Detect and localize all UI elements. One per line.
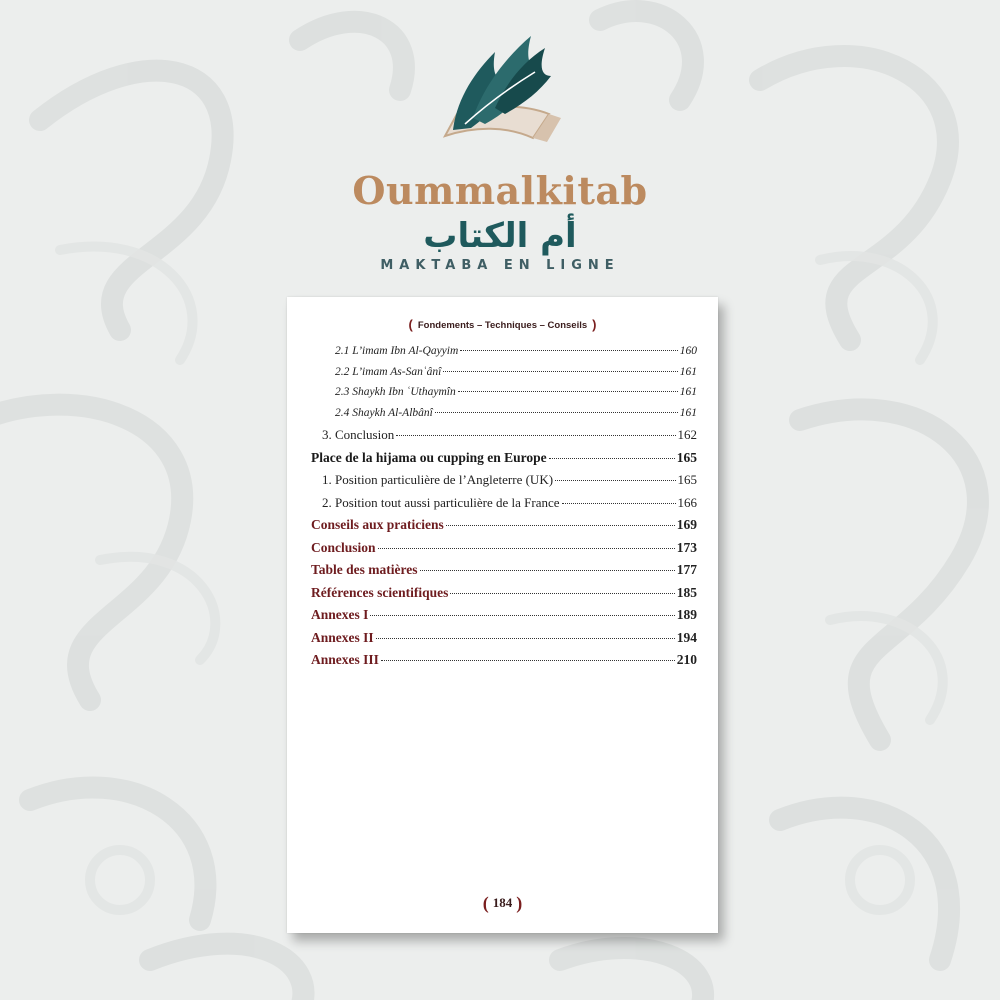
toc-chapter-page: 165 (676, 449, 697, 465)
toc-entry-page: 161 (679, 365, 697, 378)
brand-name-latin: Oummalkitab (352, 168, 648, 213)
toc-entry-label: 2. Position tout aussi particulière de la France (322, 494, 560, 510)
toc-chapter (311, 585, 697, 608)
toc-chapter-label: Annexes II (311, 629, 374, 645)
toc-entry-page: 162 (677, 427, 697, 442)
running-head: ( Fondements – Techniques – Conseils ) (408, 317, 597, 332)
toc-entry (311, 366, 697, 387)
toc-entry (311, 407, 697, 428)
toc-entry-label: 2.2 L’imam As-Sanʿânî (335, 365, 442, 378)
toc-entry-page: 161 (679, 386, 697, 398)
toc-entry (311, 495, 697, 518)
brand-logo (0, 0, 1000, 290)
toc-chapter-label: Table des matières (311, 562, 418, 577)
book-page (287, 297, 718, 933)
toc-chapter-label: Place de la hijama ou cupping en Europe (311, 449, 547, 465)
toc-chapter (311, 607, 697, 630)
toc-entry (311, 345, 697, 366)
toc-chapter-page: 185 (676, 584, 697, 600)
quill-book-icon (425, 18, 575, 168)
toc-chapter (311, 562, 697, 585)
toc-entry-label: 3. Conclusion (322, 427, 395, 442)
brand-name-arabic: أم الكتاب (423, 216, 577, 256)
toc-chapter-label: Références scientifiques (311, 584, 449, 600)
toc-entry (311, 472, 697, 495)
toc-chapter-label: Annexes I (311, 607, 369, 622)
toc-chapter-page: 189 (676, 607, 697, 622)
running-head-text: Fondements – Techniques – Conseils (417, 320, 588, 331)
toc-entry-label: 2.3 Shaykh Ibn ʿUthaymîn (335, 386, 456, 398)
toc-entry-page: 160 (679, 345, 697, 357)
toc-entry-page: 166 (677, 494, 697, 510)
toc-entry-page: 165 (677, 472, 697, 487)
toc-chapter-label: Annexes III (311, 652, 379, 667)
toc-chapter (311, 517, 697, 540)
page-number: ( 184 ) (482, 893, 523, 913)
toc-chapter-page: 169 (676, 517, 697, 532)
toc-entry (311, 427, 697, 450)
toc-entry-label: 2.4 Shaykh Al-Albânî (335, 406, 433, 419)
page-number-value: 184 (492, 895, 513, 910)
toc-chapter (311, 540, 697, 563)
table-of-contents (311, 345, 697, 675)
toc-chapter (311, 630, 697, 653)
toc-chapter-label: Conseils aux praticiens (311, 517, 444, 532)
toc-chapter (311, 450, 697, 473)
toc-chapter-page: 173 (676, 539, 697, 555)
toc-chapter-label: Conclusion (311, 539, 376, 555)
toc-entry (311, 386, 697, 407)
toc-chapter (311, 652, 697, 675)
toc-entry-label: 1. Position particulière de l’Angleterre (UK) (322, 472, 554, 487)
toc-chapter-page: 177 (676, 562, 697, 577)
toc-chapter-page: 210 (676, 652, 697, 667)
toc-entry-label: 2.1 L’imam Ibn Al-Qayyim (335, 345, 459, 357)
toc-chapter-page: 194 (676, 629, 697, 645)
brand-tagline: MAKTABA EN LIGNE (380, 258, 620, 273)
toc-entry-page: 161 (679, 406, 697, 419)
